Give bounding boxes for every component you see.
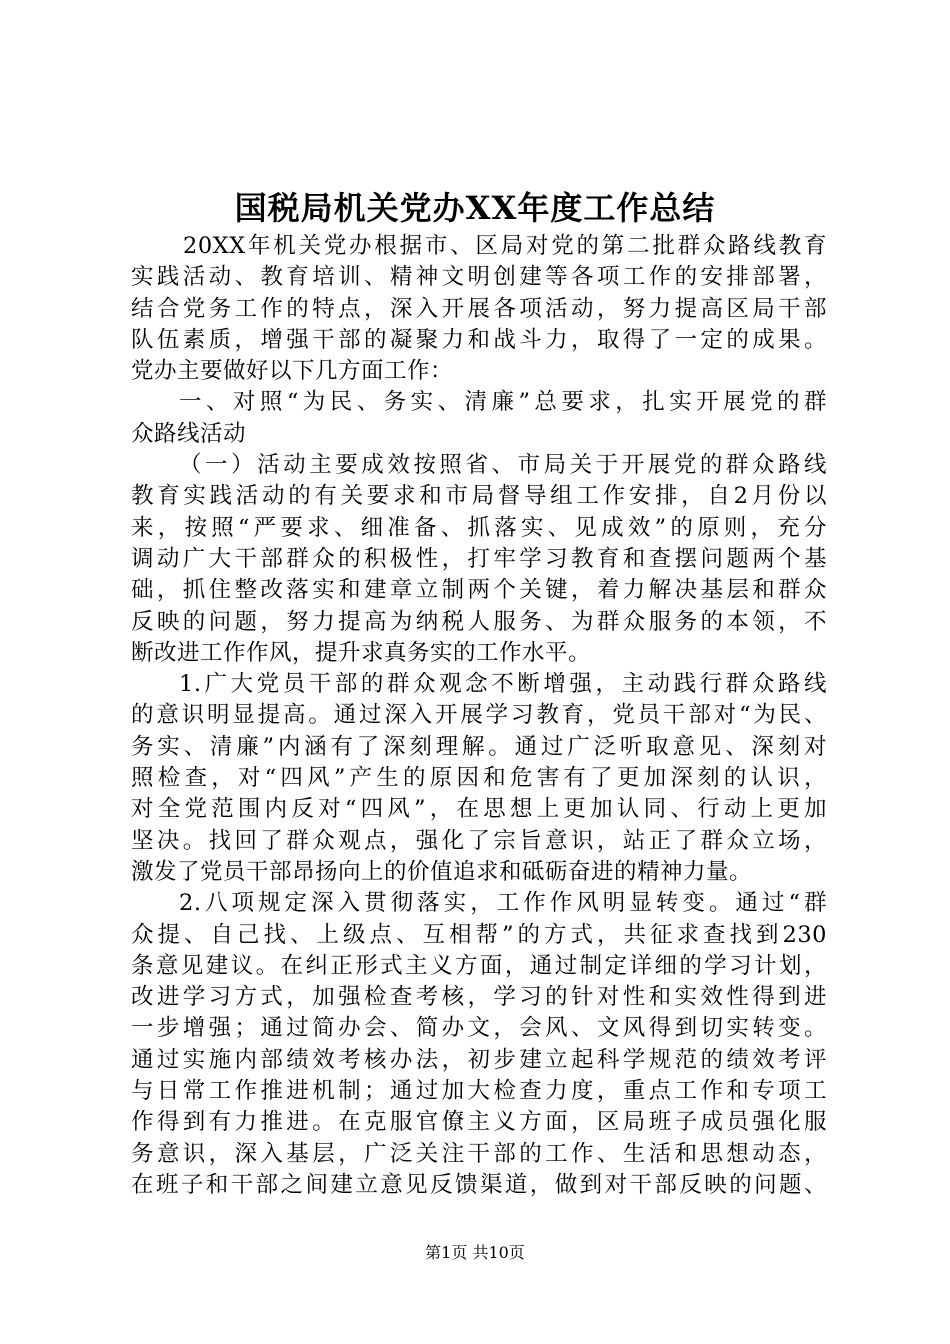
paragraph-line: 来，按照“严要求、细准备、抓落实、见成效”的原则，充分 — [131, 514, 827, 541]
paragraph-line: 与日常工作推进机制；通过加大检查力度，重点工作和专项工 — [131, 1078, 827, 1105]
paragraph-line: 反映的问题，努力提高为纳税人服务、为群众服务的本领，不 — [131, 608, 827, 635]
paragraph-line: 照检查，对“四风”产生的原因和危害有了更加深刻的认识， — [131, 765, 827, 792]
paragraph-line: 通过实施内部绩效考核办法，初步建立起科学规范的绩效考评 — [131, 1046, 827, 1073]
paragraph-line: （一）活动主要成效按照省、市局关于开展党的群众路线 — [179, 452, 827, 479]
paragraph-line: 结合党务工作的特点，深入开展各项活动，努力提高区局干部 — [131, 295, 827, 322]
paragraph-line: 的意识明显提高。通过深入开展学习教育，党员干部对“为民、 — [131, 702, 827, 729]
paragraph-line: 作得到有力推进。在克服官僚主义方面，区局班子成员强化服 — [131, 1109, 827, 1136]
paragraph-line: 1.广大党员干部的群众观念不断增强，主动践行群众路线 — [179, 671, 827, 698]
paragraph-line: 调动广大干部群众的积极性，打牢学习教育和查摆问题两个基 — [131, 545, 827, 572]
document-body — [131, 231, 827, 1201]
paragraph-line: 条意见建议。在纠正形式主义方面，通过制定详细的学习计划， — [131, 952, 827, 979]
paragraph-line: 队伍素质，增强干部的凝聚力和战斗力，取得了一定的成果。 — [131, 326, 827, 353]
section-heading-line: 一、对照“为民、务实、清廉”总要求，扎实开展党的群 — [179, 389, 827, 416]
paragraph-line: 教育实践活动的有关要求和市局督导组工作安排，自2月份以 — [131, 483, 827, 510]
paragraph-line: 务实、清廉”内涵有了深刻理解。通过广泛听取意见、深刻对 — [131, 733, 827, 760]
paragraph-line: 党办主要做好以下几方面工作： — [131, 358, 454, 385]
paragraph-line: 2.八项规定深入贯彻落实，工作作风明显转变。通过“群 — [179, 890, 827, 917]
paragraph-line: 对全党范围内反对“四风”，在思想上更加认同、行动上更加 — [131, 796, 827, 823]
paragraph-line: 众提、自己找、上级点、互相帮”的方式，共征求查找到230 — [131, 921, 827, 948]
paragraph-line: 务意识，深入基层，广泛关注干部的工作、生活和思想动态， — [131, 1140, 827, 1167]
paragraph-line: 坚决。找回了群众观点，强化了宗旨意识，站正了群众立场， — [131, 827, 827, 854]
paragraph-line: 断改进工作作风，提升求真务实的工作水平。 — [131, 639, 592, 666]
paragraph-line: 激发了党员干部昂扬向上的价值追求和砥砺奋进的精神力量。 — [131, 858, 753, 885]
paragraph-line: 改进学习方式，加强检查考核，学习的针对性和实效性得到进 — [131, 984, 827, 1011]
paragraph-line: 在班子和干部之间建立意见反馈渠道，做到对干部反映的问题、 — [131, 1171, 827, 1198]
document-title: 国税局机关党办XX年度工作总结 — [234, 189, 716, 227]
paragraph-line: 20XX年机关党办根据市、区局对党的第二批群众路线教育 — [183, 233, 827, 259]
paragraph-line: 一步增强；通过简办会、简办文，会风、文风得到切实转变。 — [131, 1015, 827, 1042]
section-heading-line: 众路线活动 — [131, 420, 247, 447]
page-number-footer: 第1页 共10页 — [425, 1243, 525, 1262]
paragraph-line: 础，抓住整改落实和建章立制两个关键，着力解决基层和群众 — [131, 577, 827, 604]
paragraph-line: 实践活动、教育培训、精神文明创建等各项工作的安排部署， — [131, 264, 827, 291]
